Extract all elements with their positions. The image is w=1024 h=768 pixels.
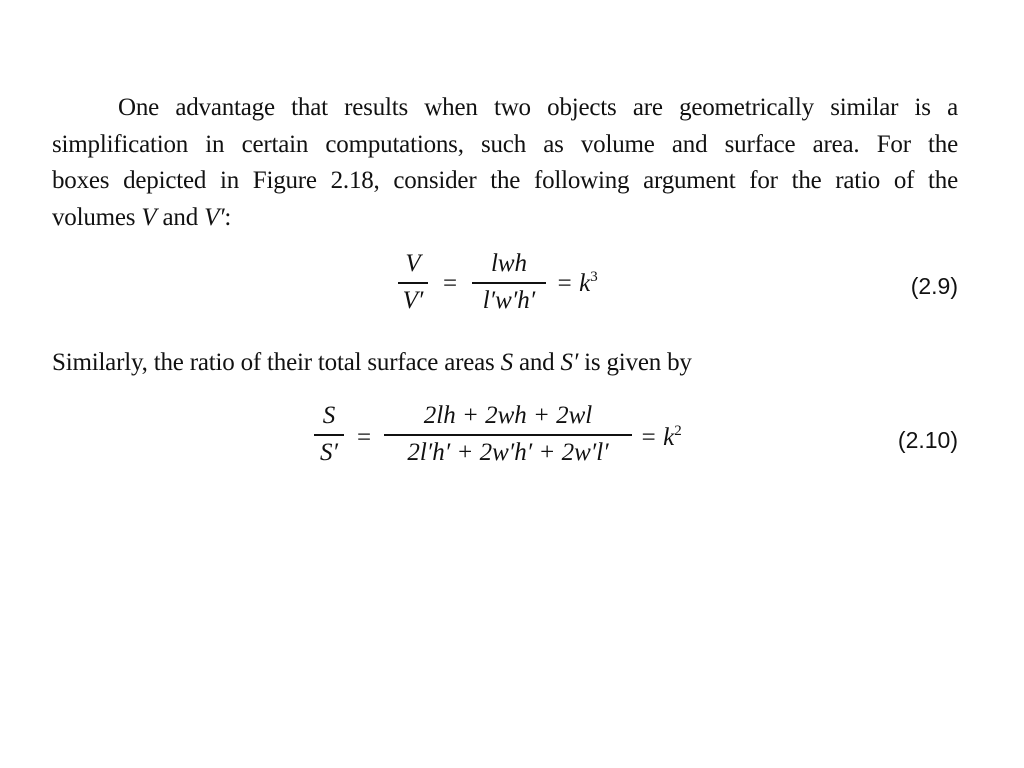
equation-2-9: [0, 250, 1024, 322]
paragraph2-tail: is given by: [578, 349, 692, 376]
equals-sign: =: [357, 424, 372, 451]
fraction-bar: [472, 282, 546, 284]
fraction-bar: [314, 434, 344, 436]
numerator-lwh: lwh: [490, 250, 528, 277]
paragraph-line-4: [52, 200, 958, 237]
numerator-surface: 2lh + 2wh + 2wl: [423, 402, 593, 429]
symbol-s: S: [500, 349, 513, 376]
equation-2-10: [0, 400, 1024, 480]
equation-number: (2.9): [910, 273, 958, 299]
fraction-lwh: [472, 250, 546, 315]
numerator-v: V: [405, 250, 421, 277]
fraction-bar: [398, 282, 428, 284]
denominator-lwh-prime: l′w′h′: [482, 286, 536, 314]
equation-number: (2.10): [897, 427, 958, 453]
symbol-s-prime: S′: [560, 349, 579, 376]
numerator-s: S: [322, 402, 336, 429]
fraction-s-over-sprime: [314, 402, 344, 467]
result-k-cubed: [556, 270, 598, 298]
result-k-squared: [640, 424, 682, 452]
result-prefix: = k: [640, 424, 675, 451]
fraction-surface: [384, 402, 632, 467]
result-prefix: = k: [556, 270, 591, 297]
fraction-v-over-vprime: [398, 250, 428, 315]
paragraph-line-3: boxes depicted in Figure 2.18, consider the following argument for the ratio of the: [52, 167, 958, 194]
result-exponent: 2: [674, 423, 682, 439]
paragraph-intro: [52, 90, 958, 236]
paragraph-line-4-text: volumes V and V′:: [52, 203, 232, 231]
paragraph2-and: and: [512, 349, 561, 376]
paragraph-line-1: One advantage that results when two objects are geometrically similar is a: [118, 94, 958, 121]
paragraph-line-2: simplification in certain computations, such as volume and surface area. For the: [52, 130, 958, 158]
fraction-bar: [384, 434, 632, 436]
denominator-sprime: S′: [320, 438, 338, 466]
denominator-vprime: V′: [402, 286, 424, 314]
paragraph-similarly: [52, 345, 958, 382]
result-exponent: 3: [590, 269, 598, 285]
equals-sign: =: [443, 270, 458, 297]
paragraph2-text: Similarly, the ratio of their total surface areas: [52, 349, 501, 376]
denominator-surface-prime: 2l′h′ + 2w′h′ + 2w′l′: [407, 438, 609, 466]
